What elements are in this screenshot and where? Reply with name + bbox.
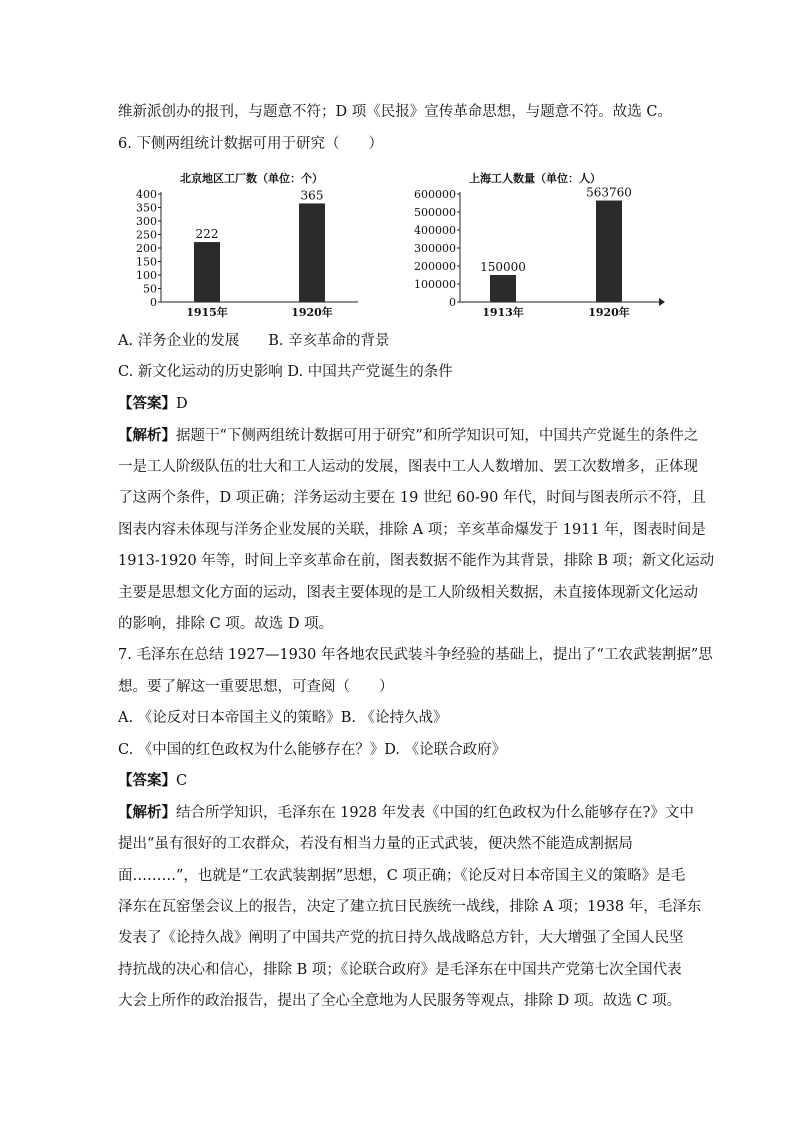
question-6-analysis-line: 主要是思想文化方面的运动，图表主要体现的是工人阶级相关数据，未直接体现新文化运动: [118, 585, 698, 601]
y-tick-label: 150: [136, 255, 157, 269]
bar: [490, 275, 516, 302]
answer-value: D: [176, 396, 188, 412]
y-tick-label: 100000: [414, 278, 456, 291]
x-tick-label: 1920年: [291, 306, 333, 318]
question-6-analysis-line: 图表内容未体现与洋务企业发展的关联，排除 A 项；辛亥革命爆发于 1911 年，图表时间是: [118, 522, 706, 538]
question-7-analysis-line: 泽东在瓦窑堡会议上的报告，决定了建立抗日民族统一战线，排除 A 项；1938 年，毛泽东: [118, 899, 702, 915]
bar: [194, 242, 220, 302]
y-tick-label: 250: [136, 228, 157, 242]
y-tick-label: 50: [143, 282, 157, 296]
question-7-stem-line: 7. 毛泽东在总结 1927—1930 年各地农民武装斗争经验的基础上，提出了“工农武装割据”思: [118, 647, 713, 663]
question-6-analysis-line: 的影响，排除 C 项。故选 D 项。: [118, 616, 334, 632]
answer-tag: 【答案】: [118, 772, 176, 789]
bar-value-label: 365: [300, 188, 324, 203]
answer-value: C: [176, 773, 188, 789]
x-tick-label: 1920年: [588, 306, 630, 318]
analysis-tag: 【解析】: [118, 804, 176, 821]
x-tick-label: 1913年: [482, 306, 524, 318]
bar: [596, 201, 622, 302]
question-6-analysis-line: 【解析】据题干“下侧两组统计数据可用于研究”和所学知识可知，中国共产党诞生的条件之: [118, 427, 699, 444]
question-6-analysis-line: 了这两个条件，D 项正确；洋务运动主要在 19 世纪 60-90 年代，时间与图表所示不符，且: [118, 490, 706, 506]
beijing-factories-chart: [118, 168, 358, 318]
question-7-analysis-line: 持抗战的决心和信心，排除 B 项；《论联合政府》是毛泽东在中国共产党第七次全国代表: [118, 962, 682, 978]
question-6-analysis-line: 一是工人阶级队伍的壮大和工人运动的发展，图表中工人人数增加、罢工次数增多，正体现: [118, 459, 698, 475]
y-tick-label: 100: [136, 269, 157, 282]
intro-line: 维新派创办的报刊，与题意不符；D 项《民报》宣传革命思想，与题意不符。故选 C。: [118, 104, 672, 120]
y-tick-label: 300: [136, 215, 157, 228]
shanghai-workers-chart: [405, 168, 675, 318]
question-6-answer: [118, 394, 188, 414]
question-6-stem: 6. 下侧两组统计数据可用于研究（ ）: [118, 136, 383, 152]
y-tick-label: 400: [136, 188, 157, 201]
question-6-option-line-2: C. 新文化运动的历史影响 D. 中国共产党诞生的条件: [118, 364, 453, 380]
question-7-analysis-line: 提出“虽有很好的工农群众，若没有相当力量的正式武装，便决然不能造成割据局: [118, 836, 633, 852]
bar-value-label: 222: [195, 227, 219, 242]
question-7-analysis-line: 面………”，也就是“工农武装割据”思想，C 项正确；《论反对日本帝国主义的策略》是毛: [118, 868, 686, 884]
bar-value-label: 150000: [480, 260, 526, 274]
question-7-analysis-line: 发表了《论持久战》阐明了中国共产党的抗日持久战战略总方针，大大增强了全国人民坚: [118, 930, 684, 946]
y-tick-label: 300000: [414, 242, 456, 255]
question-7-option-line-2: C. 《中国的红色政权为什么能够存在？》D. 《论联合政府》: [118, 742, 507, 758]
y-tick-label: 200000: [414, 260, 456, 273]
question-7-answer: [118, 771, 187, 791]
bar-value-label: 563760: [586, 185, 632, 200]
question-7-analysis-line: 【解析】结合所学知识，毛泽东在 1928 年发表《中国的红色政权为什么能够存在?》文中: [118, 804, 694, 821]
answer-tag: 【答案】: [118, 395, 176, 412]
chart-title: 上海工人数量（单位：人）: [469, 172, 601, 185]
analysis-tag: 【解析】: [118, 427, 176, 444]
x-axis-arrow: [659, 298, 665, 306]
y-tick-label: 0: [150, 296, 157, 309]
question-7-analysis-line: 大会上所作的政治报告，提出了全心全意地为人民服务等观点，排除 D 项。故选 C 项。: [118, 993, 682, 1009]
y-tick-label: 500000: [414, 206, 456, 219]
x-tick-label: 1915年: [186, 306, 228, 318]
y-tick-label: 600000: [414, 188, 456, 201]
bar: [299, 203, 325, 302]
question-6-option-line-1: A. 洋务企业的发展 B. 辛亥革命的背景: [118, 333, 390, 349]
y-tick-label: 0: [449, 296, 456, 309]
y-tick-label: 350: [136, 201, 157, 215]
question-7-option-line-1: A. 《论反对日本帝国主义的策略》B. 《论持久战》: [118, 710, 448, 726]
question-6-analysis-line: 1913-1920 年等，时间上辛亥革命在前，图表数据不能作为其背景，排除 B 项；新文化运动: [118, 553, 715, 569]
y-tick-label: 200: [136, 242, 157, 255]
y-tick-label: 400000: [414, 224, 456, 237]
chart-title: 北京地区工厂数（单位：个）: [180, 172, 323, 185]
question-7-stem-line: 想。要了解这一重要思想，可查阅（ ）: [118, 679, 394, 695]
